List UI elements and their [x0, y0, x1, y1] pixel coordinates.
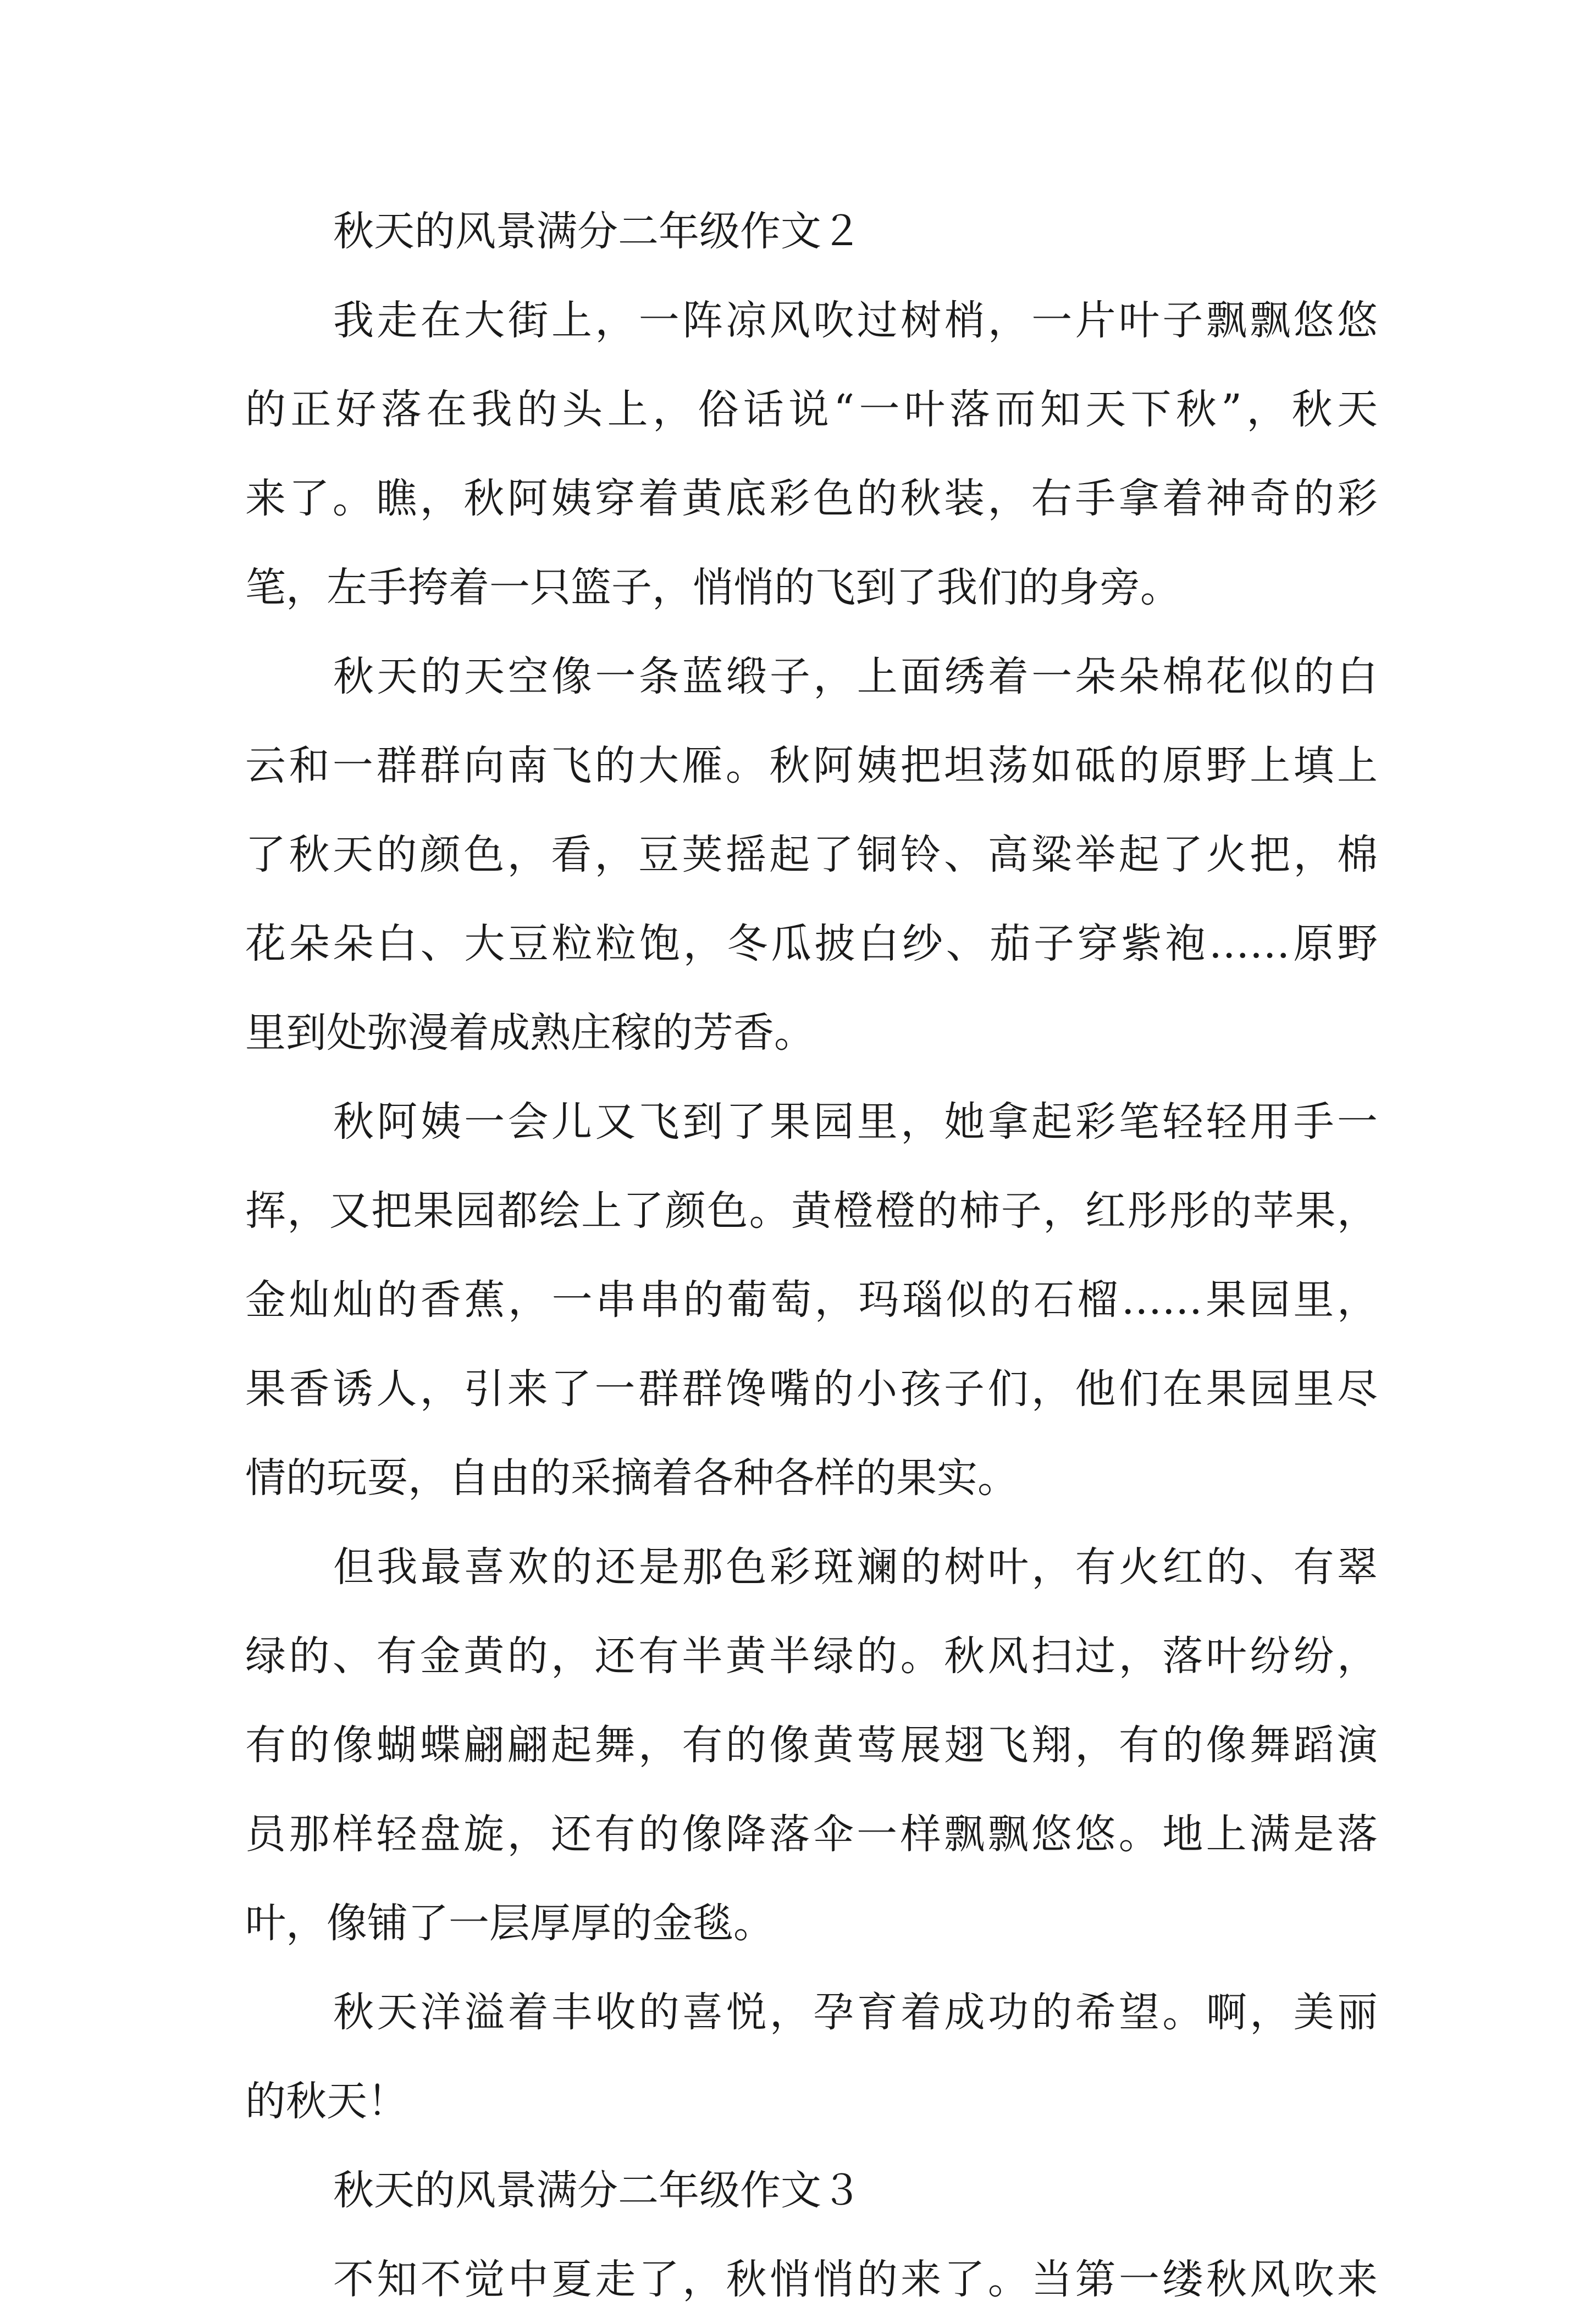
text-line: 有的像蝴蝶翩翩起舞，有的像黄莺展翅飞翔，有的像舞蹈演	[245, 1722, 1378, 1769]
text-line: 秋天洋溢着丰收的喜悦，孕育着成功的希望。啊，美丽	[333, 1989, 1378, 2036]
essay-heading-2	[245, 187, 1378, 276]
text-line: 的正好落在我的头上，俗话说“一叶落而知天下秋”，秋天	[245, 386, 1378, 433]
text-line: 里到处弥漫着成熟庄稼的芳香。	[245, 1009, 815, 1056]
text-line: 我走在大街上，一阵凉风吹过树梢，一片叶子飘飘悠悠	[333, 297, 1378, 344]
text-line: 云和一群群向南飞的大雁。秋阿姨把坦荡如砥的原野上填上	[245, 742, 1378, 789]
text-line: 果香诱人，引来了一群群馋嘴的小孩子们，他们在果园里尽	[245, 1365, 1378, 1413]
text-line: 但我最喜欢的还是那色彩斑斓的树叶，有火红的、有翠	[333, 1543, 1378, 1591]
document-body	[245, 187, 1378, 2324]
text-line: 的秋天！	[245, 2078, 408, 2125]
text-line: 花朵朵白、大豆粒粒饱，冬瓜披白纱、茄子穿紫袍……原野	[245, 920, 1378, 967]
text-line: 挥，又把果园都绘上了颜色。黄橙橙的柿子，红彤彤的苹果，	[245, 1187, 1378, 1235]
text-line: 金灿灿的香蕉，一串串的葡萄，玛瑙似的石榴……果园里，	[245, 1276, 1378, 1324]
text-line: 绿的、有金黄的，还有半黄半绿的。秋风扫过，落叶纷纷，	[245, 1633, 1378, 1680]
text-line: 了秋天的颜色，看，豆荚摇起了铜铃、高粱举起了火把，棉	[245, 831, 1378, 878]
heading-line: 秋天的风景满分二年级作文２	[333, 208, 862, 255]
text-line: 情的玩耍，自由的采摘着各种各样的果实。	[245, 1454, 1018, 1502]
text-line: 秋天的天空像一条蓝缎子，上面绣着一朵朵棉花似的白	[333, 653, 1378, 700]
text-line: 笔，左手挎着一只篮子，悄悄的飞到了我们的身旁。	[245, 564, 1181, 611]
paragraph-1	[245, 276, 1378, 632]
paragraph-2	[245, 632, 1378, 1077]
text-line: 秋阿姨一会儿又飞到了果园里，她拿起彩笔轻轻用手一	[333, 1098, 1378, 1146]
essay-heading-3	[245, 2146, 1378, 2235]
paragraph-3	[245, 1077, 1378, 1523]
text-line: 来了。瞧，秋阿姨穿着黄底彩色的秋装，右手拿着神奇的彩	[245, 475, 1378, 522]
text-line: 叶，像铺了一层厚厚的金毯。	[245, 1900, 774, 1947]
paragraph-5	[245, 1968, 1378, 2146]
heading-line: 秋天的风景满分二年级作文３	[333, 2167, 862, 2214]
paragraph-6	[245, 2235, 1378, 2324]
text-line: 员那样轻盘旋，还有的像降落伞一样飘飘悠悠。地上满是落	[245, 1811, 1378, 1858]
text-line: 不知不觉中夏走了，秋悄悄的来了。当第一缕秋风吹来	[333, 2256, 1378, 2303]
paragraph-4	[245, 1523, 1378, 1968]
